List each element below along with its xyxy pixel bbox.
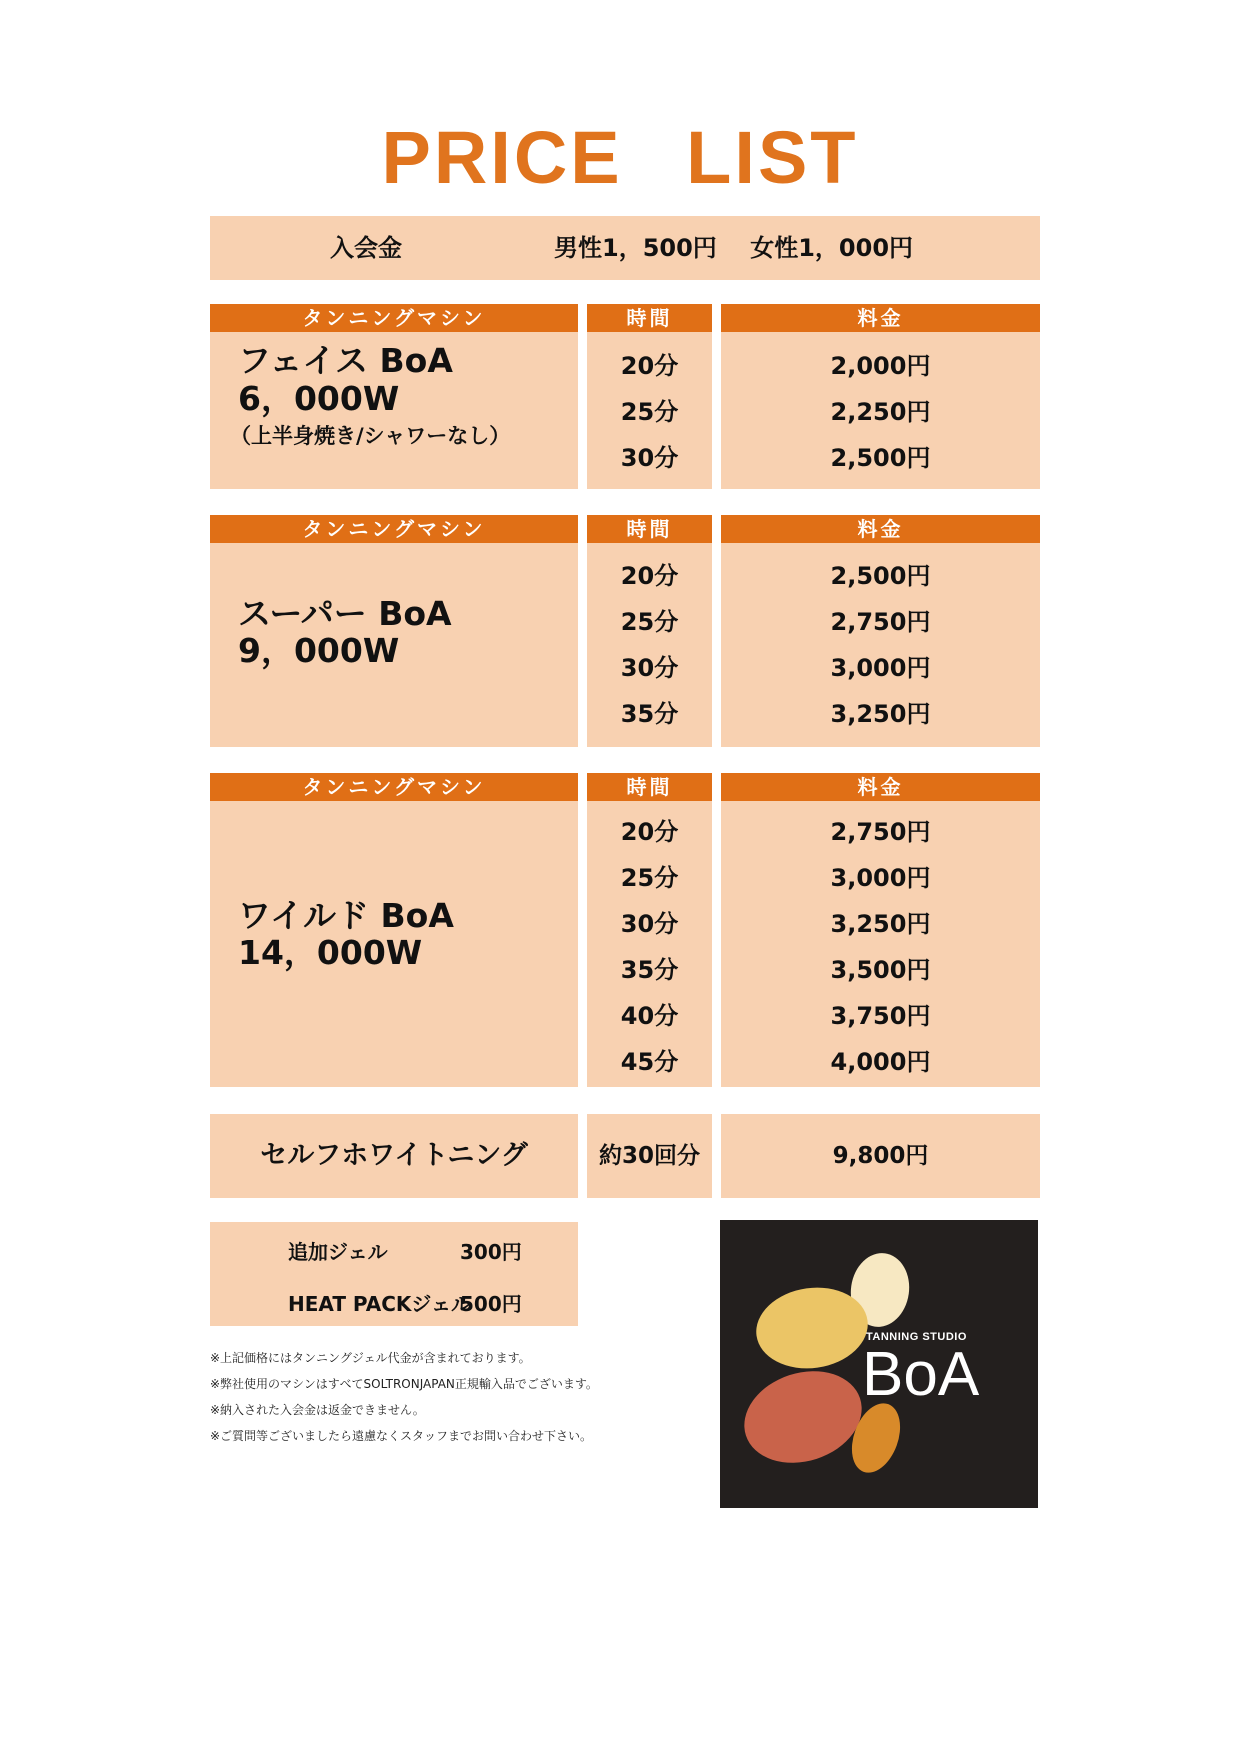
logo-shape-red bbox=[732, 1357, 873, 1478]
price-panel-super bbox=[721, 515, 1040, 747]
footnotes bbox=[210, 1345, 640, 1449]
logo-name-text: BoA bbox=[862, 1340, 980, 1409]
machine-wattage: 14，000W bbox=[238, 933, 423, 972]
membership-fee-female: 女性1，000円 bbox=[750, 234, 914, 262]
time-value: 30分 bbox=[620, 910, 679, 938]
time-header: 時間 bbox=[587, 773, 712, 801]
price-list bbox=[721, 343, 1040, 481]
machine-panel-face bbox=[210, 304, 578, 489]
self-whitening-label: セルフホワイトニング bbox=[260, 1140, 528, 1171]
time-value: 25分 bbox=[620, 864, 679, 892]
time-value: 35分 bbox=[620, 956, 679, 984]
self-whitening-count-panel bbox=[587, 1114, 712, 1198]
time-header: 時間 bbox=[587, 515, 712, 543]
machine-name: スーパー BoA bbox=[238, 594, 452, 633]
price-value: 3,250円 bbox=[830, 910, 931, 938]
self-whitening-count: 約30回分 bbox=[598, 1143, 700, 1169]
machine-wattage: 6，000W bbox=[238, 379, 400, 418]
time-value: 30分 bbox=[620, 444, 679, 472]
price-header: 料金 bbox=[721, 515, 1040, 543]
gel-label: 追加ジェル bbox=[288, 1240, 388, 1264]
gel-price: 500円 bbox=[460, 1292, 522, 1316]
time-list bbox=[587, 553, 712, 737]
price-value: 3,000円 bbox=[830, 654, 931, 682]
time-header: 時間 bbox=[587, 304, 712, 332]
price-value: 3,500円 bbox=[830, 956, 931, 984]
price-value: 2,750円 bbox=[830, 608, 931, 636]
price-header: 料金 bbox=[721, 304, 1040, 332]
footnote: ※納入された入会金は返金できません。 bbox=[210, 1403, 425, 1417]
price-list bbox=[721, 553, 1040, 737]
machine-note: （上半身焼き/シャワーなし） bbox=[230, 424, 511, 448]
page-title: PRICE LIST bbox=[381, 116, 859, 199]
time-list bbox=[587, 343, 712, 481]
time-value: 40分 bbox=[620, 1002, 679, 1030]
membership-fee-values bbox=[554, 216, 913, 280]
price-value: 2,750円 bbox=[830, 818, 931, 846]
time-value: 30分 bbox=[620, 654, 679, 682]
time-panel-wild bbox=[587, 773, 712, 1087]
machine-header: タンニングマシン bbox=[210, 304, 578, 332]
self-whitening-price: 9,800円 bbox=[832, 1143, 929, 1169]
machine-panel-wild bbox=[210, 773, 578, 1087]
footnote: ※上記価格にはタンニングジェル代金が含まれております。 bbox=[210, 1351, 531, 1365]
price-header: 料金 bbox=[721, 773, 1040, 801]
studio-logo bbox=[720, 1220, 1038, 1508]
self-whitening-label-panel bbox=[210, 1114, 578, 1198]
footnote: ※ご質問等ございましたら遠慮なくスタッフまでお問い合わせ下さい。 bbox=[210, 1429, 593, 1443]
time-list bbox=[587, 809, 712, 1085]
gel-price: 300円 bbox=[460, 1240, 522, 1264]
time-value: 25分 bbox=[620, 608, 679, 636]
machine-name: フェイス BoA bbox=[238, 341, 453, 380]
membership-fee-label: 入会金 bbox=[330, 234, 402, 262]
machine-wattage: 9，000W bbox=[238, 631, 400, 670]
gel-panel bbox=[210, 1222, 578, 1326]
price-value: 2,000円 bbox=[830, 352, 931, 380]
price-value: 3,750円 bbox=[830, 1002, 931, 1030]
price-value: 3,000円 bbox=[830, 864, 931, 892]
self-whitening-price-panel bbox=[721, 1114, 1040, 1198]
time-value: 45分 bbox=[620, 1048, 679, 1076]
time-value: 20分 bbox=[620, 352, 679, 380]
time-panel-face bbox=[587, 304, 712, 489]
gel-row-additional bbox=[288, 1236, 522, 1265]
price-value: 2,500円 bbox=[830, 562, 931, 590]
time-value: 20分 bbox=[620, 818, 679, 846]
price-panel-wild bbox=[721, 773, 1040, 1087]
price-value: 4,000円 bbox=[830, 1048, 931, 1076]
price-value: 3,250円 bbox=[830, 700, 931, 728]
time-value: 35分 bbox=[620, 700, 679, 728]
price-value: 2,500円 bbox=[830, 444, 931, 472]
machine-header: タンニングマシン bbox=[210, 773, 578, 801]
logo-studio-text: TANNING STUDIO bbox=[866, 1331, 967, 1343]
gel-label: HEAT PACKジェル bbox=[288, 1292, 472, 1316]
time-value: 20分 bbox=[620, 562, 679, 590]
price-panel-face bbox=[721, 304, 1040, 489]
machine-header: タンニングマシン bbox=[210, 515, 578, 543]
machine-name: ワイルド BoA bbox=[238, 896, 454, 935]
footnote: ※弊社使用のマシンはすべてSOLTRONJAPAN正規輸入品でございます。 bbox=[210, 1377, 598, 1391]
membership-fee-male: 男性1，500円 bbox=[554, 234, 717, 262]
time-value: 25分 bbox=[620, 398, 679, 426]
gel-row-heat-pack bbox=[288, 1288, 522, 1317]
time-panel-super bbox=[587, 515, 712, 747]
price-list bbox=[721, 809, 1040, 1085]
membership-fee-panel bbox=[210, 216, 1040, 280]
machine-panel-super bbox=[210, 515, 578, 747]
price-value: 2,250円 bbox=[830, 398, 931, 426]
